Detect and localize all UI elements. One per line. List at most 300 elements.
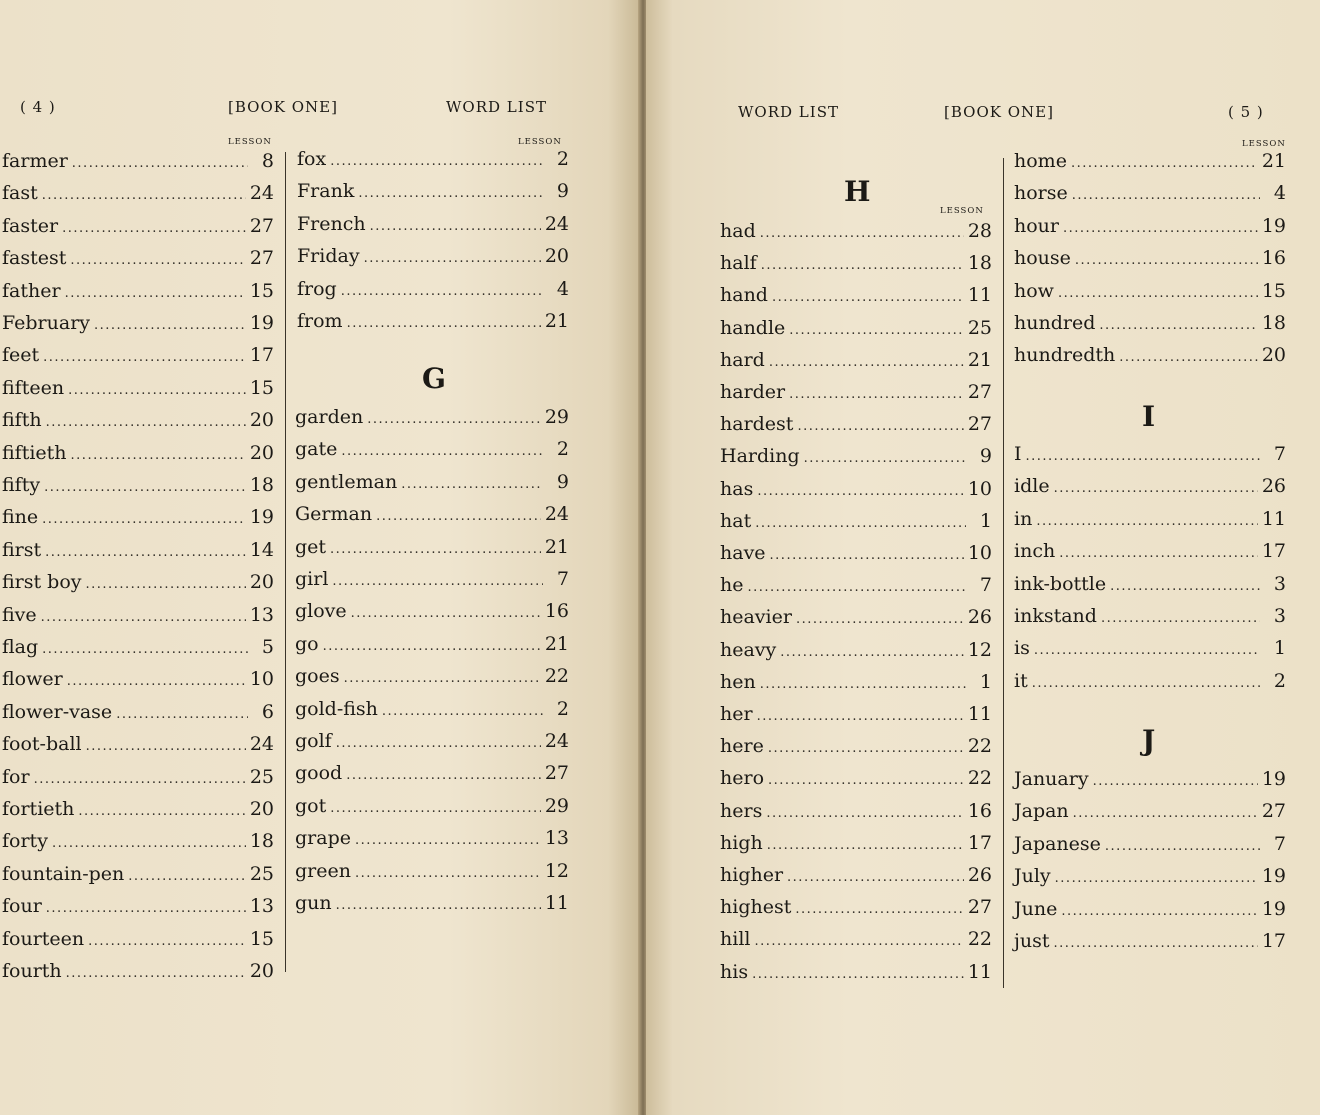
word-column xyxy=(1014,150,1286,370)
word-entry xyxy=(2,960,274,988)
word-text: grape xyxy=(295,827,351,850)
word-entry xyxy=(720,349,992,377)
word-text: gun xyxy=(295,892,332,914)
lesson-number: 11 xyxy=(967,284,992,307)
word-text: Frank xyxy=(297,180,355,203)
word-entry xyxy=(297,245,569,273)
section-letter: I xyxy=(1142,400,1156,433)
word-entry xyxy=(295,600,569,628)
word-text: first xyxy=(2,538,42,561)
word-text: farmer xyxy=(2,150,68,172)
dot-leader xyxy=(52,836,246,851)
word-entry xyxy=(1014,833,1286,861)
word-entry xyxy=(1014,670,1286,698)
word-text: from xyxy=(297,310,343,332)
word-entry xyxy=(2,766,274,794)
word-text: hers xyxy=(720,799,763,822)
word-text: inkstand xyxy=(1014,605,1097,627)
word-text: hill xyxy=(720,928,751,951)
word-entry xyxy=(720,381,992,409)
word-entry xyxy=(295,633,569,661)
dot-leader xyxy=(62,221,246,236)
dot-leader xyxy=(760,226,964,241)
dot-leader xyxy=(341,444,543,459)
lesson-number: 20 xyxy=(249,960,274,982)
word-text: February xyxy=(2,312,91,334)
lesson-number: 20 xyxy=(249,441,274,464)
word-text: his xyxy=(720,960,749,983)
word-text: girl xyxy=(295,568,329,590)
word-entry xyxy=(297,180,569,208)
lesson-number: 3 xyxy=(1273,605,1286,627)
word-list-title: WORD LIST xyxy=(446,98,547,116)
word-text: hour xyxy=(1014,214,1059,237)
lesson-number: 13 xyxy=(249,895,274,918)
word-entry xyxy=(297,148,569,176)
lesson-column-header: LESSON xyxy=(1242,139,1286,149)
word-text: half xyxy=(720,252,757,275)
word-entry xyxy=(1014,573,1286,601)
dot-leader xyxy=(767,838,964,853)
word-text: hat xyxy=(720,509,752,532)
dot-leader xyxy=(1119,350,1258,365)
section-letter: H xyxy=(844,175,871,208)
dot-leader xyxy=(1055,871,1258,886)
word-text: ink-bottle xyxy=(1014,572,1107,595)
word-text: fast xyxy=(2,182,38,205)
lesson-number: 7 xyxy=(1273,443,1286,465)
word-text: home xyxy=(1014,150,1067,172)
dot-leader xyxy=(1059,546,1258,561)
dot-leader xyxy=(1093,774,1258,789)
dot-leader xyxy=(332,574,543,589)
word-entry xyxy=(295,406,569,434)
dot-leader xyxy=(757,709,964,724)
word-entry xyxy=(720,703,992,731)
word-column xyxy=(720,220,992,1000)
word-text: hundred xyxy=(1014,312,1096,334)
word-entry xyxy=(2,604,274,632)
dot-leader xyxy=(1071,156,1258,171)
dot-leader xyxy=(772,290,964,305)
lesson-number: 18 xyxy=(967,252,992,275)
dot-leader xyxy=(86,577,246,592)
lesson-number: 2 xyxy=(556,697,569,720)
dot-leader xyxy=(46,901,246,916)
lesson-number: 12 xyxy=(967,638,992,661)
lesson-number: 9 xyxy=(556,180,569,203)
dot-leader xyxy=(66,966,246,981)
dot-leader xyxy=(330,801,541,816)
word-text: hen xyxy=(720,670,756,693)
lesson-number: 21 xyxy=(967,348,992,371)
word-text: hard xyxy=(720,348,765,371)
lesson-number: 27 xyxy=(967,413,992,436)
word-text: good xyxy=(295,762,343,785)
dot-leader xyxy=(355,866,541,881)
word-text: had xyxy=(720,220,756,242)
word-entry xyxy=(2,701,274,729)
dot-leader xyxy=(766,806,963,821)
lesson-number: 20 xyxy=(249,409,274,432)
dot-leader xyxy=(1054,481,1258,496)
lesson-number: 18 xyxy=(249,474,274,496)
word-text: highest xyxy=(720,896,792,919)
dot-leader xyxy=(787,870,964,885)
dot-leader xyxy=(78,804,245,819)
lesson-number: 29 xyxy=(544,406,569,428)
dot-leader xyxy=(761,258,964,273)
word-entry xyxy=(720,639,992,667)
dot-leader xyxy=(370,219,541,234)
word-entry xyxy=(720,510,992,538)
dot-leader xyxy=(42,188,246,203)
lesson-number: 17 xyxy=(249,344,274,367)
dot-leader xyxy=(1036,514,1257,529)
word-text: fine xyxy=(2,506,39,529)
word-entry xyxy=(1014,215,1286,243)
word-entry xyxy=(295,762,569,790)
word-text: hand xyxy=(720,284,768,307)
dot-leader xyxy=(1063,221,1258,236)
word-text: flower xyxy=(2,668,63,691)
lesson-number: 14 xyxy=(249,538,274,561)
word-text: golf xyxy=(295,730,332,752)
word-text: flower-vase xyxy=(2,700,113,723)
dot-leader xyxy=(755,516,966,531)
word-entry xyxy=(1014,930,1286,958)
word-entry xyxy=(1014,768,1286,796)
lesson-number: 16 xyxy=(544,600,569,623)
word-entry xyxy=(2,312,274,340)
word-text: in xyxy=(1014,507,1033,530)
word-entry xyxy=(720,284,992,312)
word-text: gate xyxy=(295,438,338,461)
lesson-number: 24 xyxy=(249,182,274,205)
dot-leader xyxy=(34,772,246,787)
dot-leader xyxy=(88,934,246,949)
word-entry xyxy=(1014,312,1286,340)
lesson-number: 27 xyxy=(967,896,992,919)
word-entry xyxy=(720,896,992,924)
dot-leader xyxy=(336,898,541,913)
lesson-number: 4 xyxy=(1273,182,1286,205)
dot-leader xyxy=(1026,449,1260,464)
word-entry xyxy=(2,377,274,405)
lesson-number: 15 xyxy=(249,927,274,950)
book-title: [BOOK ONE] xyxy=(944,103,1054,121)
word-text: heavier xyxy=(720,606,792,629)
word-text: Japanese xyxy=(1014,832,1101,855)
word-text: first boy xyxy=(2,571,82,594)
word-text: idle xyxy=(1014,475,1050,498)
dot-leader xyxy=(42,512,246,527)
dot-leader xyxy=(770,548,964,563)
word-column xyxy=(295,406,569,926)
word-text: he xyxy=(720,574,744,597)
dot-leader xyxy=(1073,806,1258,821)
word-column xyxy=(2,150,274,990)
word-entry xyxy=(720,606,992,634)
dot-leader xyxy=(376,509,541,524)
lesson-number: 19 xyxy=(249,506,274,529)
word-text: fourteen xyxy=(2,927,85,950)
word-text: heavy xyxy=(720,638,777,661)
dot-leader xyxy=(341,284,543,299)
word-entry xyxy=(720,574,992,602)
word-entry xyxy=(720,671,992,699)
right-page xyxy=(646,0,1320,1115)
dot-leader xyxy=(43,350,246,365)
dot-leader xyxy=(789,387,964,402)
dot-leader xyxy=(1110,579,1260,594)
word-text: harder xyxy=(720,381,786,403)
lesson-number: 19 xyxy=(249,312,274,334)
word-entry xyxy=(295,892,569,920)
word-entry xyxy=(295,568,569,596)
lesson-number: 24 xyxy=(544,212,569,235)
word-text: fastest xyxy=(2,247,67,270)
word-entry xyxy=(720,445,992,473)
lesson-number: 20 xyxy=(249,798,274,820)
dot-leader xyxy=(330,154,543,169)
word-entry xyxy=(2,539,274,567)
lesson-number: 10 xyxy=(967,477,992,500)
word-text: handle xyxy=(720,316,786,339)
word-entry xyxy=(720,542,992,570)
word-text: have xyxy=(720,542,766,564)
word-text: glove xyxy=(295,600,347,623)
dot-leader xyxy=(795,902,963,917)
lesson-number: 2 xyxy=(556,148,569,170)
word-text: June xyxy=(1014,897,1058,920)
word-text: fortieth xyxy=(2,798,75,820)
lesson-number: 6 xyxy=(261,700,274,723)
word-entry xyxy=(2,863,274,891)
dot-leader xyxy=(44,480,246,495)
word-entry xyxy=(2,247,274,275)
dot-leader xyxy=(1061,904,1257,919)
section-letter: J xyxy=(1142,724,1156,757)
lesson-number: 16 xyxy=(1261,247,1286,270)
lesson-number: 18 xyxy=(1261,312,1286,334)
dot-leader xyxy=(41,610,246,625)
word-entry xyxy=(2,798,274,826)
lesson-number: 2 xyxy=(556,438,569,461)
lesson-number: 18 xyxy=(249,830,274,853)
lesson-number: 8 xyxy=(261,150,274,172)
lesson-number: 7 xyxy=(556,568,569,590)
column-divider xyxy=(1003,158,1004,988)
dot-leader xyxy=(351,606,541,621)
dot-leader xyxy=(1054,936,1258,951)
lesson-number: 11 xyxy=(544,892,569,914)
dot-leader xyxy=(68,383,246,398)
word-entry xyxy=(295,503,569,531)
word-entry xyxy=(2,182,274,210)
word-text: Japan xyxy=(1014,800,1069,823)
word-entry xyxy=(295,860,569,888)
lesson-number: 10 xyxy=(967,542,992,564)
word-entry xyxy=(720,478,992,506)
lesson-number: 17 xyxy=(1261,540,1286,563)
dot-leader xyxy=(42,642,248,657)
lesson-number: 21 xyxy=(1261,150,1286,172)
word-column xyxy=(1014,768,1286,968)
word-text: July xyxy=(1014,865,1051,888)
dot-leader xyxy=(330,542,541,557)
word-text: German xyxy=(295,503,373,526)
lesson-number: 1 xyxy=(1273,637,1286,660)
word-entry xyxy=(1014,637,1286,665)
lesson-number: 11 xyxy=(967,703,992,725)
word-entry xyxy=(1014,475,1286,503)
lesson-number: 15 xyxy=(249,279,274,302)
word-text: hardest xyxy=(720,413,794,436)
word-entry xyxy=(720,864,992,892)
word-entry xyxy=(1014,443,1286,471)
lesson-number: 26 xyxy=(967,606,992,629)
lesson-number: 19 xyxy=(1261,768,1286,790)
lesson-number: 11 xyxy=(1261,507,1286,530)
word-entry xyxy=(2,895,274,923)
lesson-number: 12 xyxy=(544,859,569,882)
dot-leader xyxy=(65,286,246,301)
lesson-number: 20 xyxy=(1261,344,1286,367)
lesson-number: 9 xyxy=(556,470,569,493)
word-text: Friday xyxy=(297,245,360,268)
dot-leader xyxy=(1101,611,1260,626)
dot-leader xyxy=(1072,188,1260,203)
word-entry xyxy=(720,220,992,248)
word-entry xyxy=(1014,540,1286,568)
dot-leader xyxy=(780,645,964,660)
dot-leader xyxy=(355,833,541,848)
lesson-number: 27 xyxy=(249,247,274,270)
lesson-number: 21 xyxy=(544,310,569,332)
lesson-number: 24 xyxy=(544,730,569,752)
word-entry xyxy=(1014,605,1286,633)
word-entry xyxy=(720,961,992,989)
lesson-number: 25 xyxy=(249,862,274,885)
lesson-number: 19 xyxy=(1261,865,1286,888)
word-text: gentleman xyxy=(295,470,398,493)
word-text: fifth xyxy=(2,409,42,432)
lesson-number: 19 xyxy=(1261,897,1286,920)
word-text: house xyxy=(1014,247,1071,270)
dot-leader xyxy=(336,736,541,751)
word-text: go xyxy=(295,632,319,655)
lesson-number: 27 xyxy=(1261,800,1286,823)
page-number: ( 4 ) xyxy=(20,98,56,116)
lesson-number: 13 xyxy=(544,827,569,850)
word-entry xyxy=(2,733,274,761)
word-entry xyxy=(720,317,992,345)
dot-leader xyxy=(1105,839,1260,854)
dot-leader xyxy=(760,677,966,692)
lesson-column-header: LESSON xyxy=(518,137,562,147)
word-entry xyxy=(2,506,274,534)
dot-leader xyxy=(796,612,964,627)
dot-leader xyxy=(797,419,963,434)
lesson-number: 13 xyxy=(249,603,274,626)
word-text: French xyxy=(297,212,366,235)
word-entry xyxy=(2,344,274,372)
page-number: ( 5 ) xyxy=(1228,103,1264,121)
dot-leader xyxy=(1075,253,1258,268)
lesson-number: 1 xyxy=(979,670,992,693)
word-list-title: WORD LIST xyxy=(738,103,839,121)
word-entry xyxy=(297,310,569,338)
word-text: garden xyxy=(295,406,364,428)
word-entry xyxy=(295,665,569,693)
lesson-number: 27 xyxy=(544,762,569,785)
dot-leader xyxy=(116,707,248,722)
word-entry xyxy=(2,474,274,502)
word-text: just xyxy=(1014,930,1050,952)
lesson-number: 15 xyxy=(1261,279,1286,302)
word-text: fox xyxy=(297,148,327,170)
word-entry xyxy=(1014,800,1286,828)
word-entry xyxy=(720,735,992,763)
lesson-number: 19 xyxy=(1261,214,1286,237)
word-text: faster xyxy=(2,214,59,237)
lesson-column-header: LESSON xyxy=(228,137,272,147)
word-text: high xyxy=(720,831,763,854)
word-entry xyxy=(720,413,992,441)
lesson-number: 27 xyxy=(967,381,992,403)
word-entry xyxy=(297,213,569,241)
word-entry xyxy=(2,150,274,178)
lesson-number: 4 xyxy=(556,277,569,300)
lesson-number: 22 xyxy=(967,767,992,790)
word-text: fifteen xyxy=(2,376,65,399)
dot-leader xyxy=(769,355,964,370)
lesson-number: 7 xyxy=(1273,832,1286,855)
word-text: four xyxy=(2,895,42,918)
dot-leader xyxy=(71,448,246,463)
dot-leader xyxy=(46,415,246,430)
lesson-number: 15 xyxy=(249,376,274,399)
lesson-number: 1 xyxy=(979,509,992,532)
word-text: five xyxy=(2,603,37,626)
dot-leader xyxy=(747,580,966,595)
lesson-number: 20 xyxy=(544,245,569,268)
word-text: horse xyxy=(1014,182,1068,205)
dot-leader xyxy=(1058,286,1258,301)
dot-leader xyxy=(347,316,541,331)
word-text: January xyxy=(1014,768,1089,790)
dot-leader xyxy=(768,773,964,788)
section-letter: G xyxy=(422,362,446,395)
word-text: has xyxy=(720,477,754,500)
word-text: got xyxy=(295,794,327,817)
word-text: how xyxy=(1014,279,1054,302)
dot-leader xyxy=(358,186,543,201)
dot-leader xyxy=(754,934,963,949)
word-entry xyxy=(2,668,274,696)
word-entry xyxy=(295,698,569,726)
word-entry xyxy=(720,928,992,956)
left-page xyxy=(0,0,640,1115)
lesson-column-header: LESSON xyxy=(940,206,984,216)
dot-leader xyxy=(752,967,964,982)
lesson-number: 7 xyxy=(979,574,992,597)
word-text: Harding xyxy=(720,445,800,468)
column-divider xyxy=(285,152,286,972)
word-text: feet xyxy=(2,344,40,367)
word-entry xyxy=(720,832,992,860)
